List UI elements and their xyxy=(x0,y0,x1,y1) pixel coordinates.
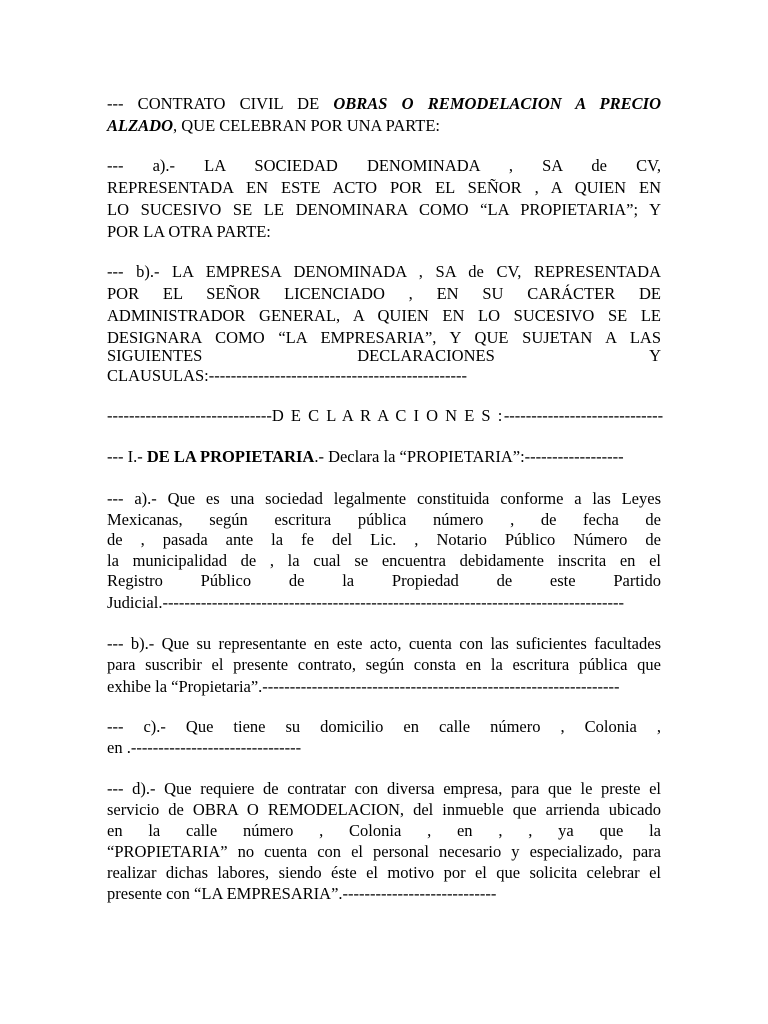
section-i-prefix: --- I.- xyxy=(107,447,147,466)
title-bold-italic: OBRAS O REMODELACION A PRECIO xyxy=(333,94,661,113)
heading-dashes-right: ----------------------------- xyxy=(503,406,664,425)
contract-title-line-2 xyxy=(107,115,661,137)
section-i-bold: DE LA PROPIETARIA xyxy=(146,447,315,466)
contract-title-line-1 xyxy=(107,93,661,115)
decl-d-line: en la calle número , Colonia , en , , ya que la xyxy=(107,821,661,840)
party-a-line: --- a).- LA SOCIEDAD DENOMINADA , SA de CV, xyxy=(107,156,661,175)
decl-a-line: Registro Público de la Propiedad de este Partido xyxy=(107,571,661,590)
decl-d-line: --- d).- Que requiere de contratar con diversa empresa, para que le preste el xyxy=(107,779,661,798)
decl-a-line: la municipalidad de , la cual se encuentra debidamente inscrita en el xyxy=(107,551,661,570)
party-a-line: POR LA OTRA PARTE: xyxy=(107,222,271,241)
title-suffix: , QUE CELEBRAN POR UNA PARTE: xyxy=(173,116,441,135)
decl-b-line: para suscribir el presente contrato, según consta en la escritura pública que xyxy=(107,655,661,674)
heading-dashes-left: ------------------------------ xyxy=(107,406,272,425)
title-prefix: --- CONTRATO CIVIL DE xyxy=(107,94,320,113)
party-a-line: LO SUCESIVO SE LE DENOMINARA COMO “LA PROPIETARIA”; Y xyxy=(107,200,661,219)
decl-c-line: en .------------------------------- xyxy=(107,738,302,757)
party-a-line: REPRESENTADA EN ESTE ACTO POR EL SEÑOR , A QUIEN EN xyxy=(107,178,661,197)
title-bold-italic-2: ALZADO xyxy=(107,116,173,135)
decl-d-line: servicio de OBRA O REMODELACION, del inmueble que arrienda ubicado xyxy=(107,800,661,819)
declarations-heading xyxy=(107,405,664,427)
decl-a-line: --- a).- Que es una sociedad legalmente constituida conforme a las Leyes xyxy=(107,489,661,508)
party-b-line: POR EL SEÑOR LICENCIADO , EN SU CARÁCTER DE xyxy=(107,284,661,303)
section-i-heading xyxy=(107,446,661,468)
section-i-suffix: .- Declara la “PROPIETARIA”:------------------ xyxy=(314,447,624,466)
decl-c-line: --- c).- Que tiene su domicilio en calle número , Colonia , xyxy=(107,717,661,736)
party-b-line: CLAUSULAS:----------------------------------------------- xyxy=(107,366,468,385)
decl-a-line: Judicial.------------------------------------------------------------------------------------ xyxy=(107,593,624,612)
party-b-line: DESIGNARA COMO “LA EMPRESARIA”, Y QUE SUJETAN A LAS xyxy=(107,328,661,347)
decl-a-line: Mexicanas, según escritura pública número , de fecha de xyxy=(107,510,661,529)
party-b-line: --- b).- LA EMPRESA DENOMINADA , SA de CV, REPRESENTADA xyxy=(107,262,661,281)
heading-word: D E C L A R A C I O N E S : xyxy=(271,406,504,425)
party-b-line: ADMINISTRADOR GENERAL, A QUIEN EN LO SUCESIVO SE LE xyxy=(107,306,661,325)
decl-b-line: exhibe la “Propietaria”.----------------------------------------------------------------- xyxy=(107,677,620,696)
decl-d-line: “PROPIETARIA” no cuenta con el personal necesario y especializado, para xyxy=(107,842,661,861)
decl-b-line: --- b).- Que su representante en este acto, cuenta con las suficientes facultades xyxy=(107,634,661,653)
decl-a-line: de , pasada ante la fe del Lic. , Notario Público Número de xyxy=(107,530,661,549)
decl-d-line: realizar dichas labores, siendo éste el motivo por el que solicita celebrar el xyxy=(107,863,661,882)
decl-d-line: presente con “LA EMPRESARIA”.---------------------------- xyxy=(107,884,497,903)
party-b-line: SIGUIENTES DECLARACIONES Y xyxy=(107,346,661,365)
